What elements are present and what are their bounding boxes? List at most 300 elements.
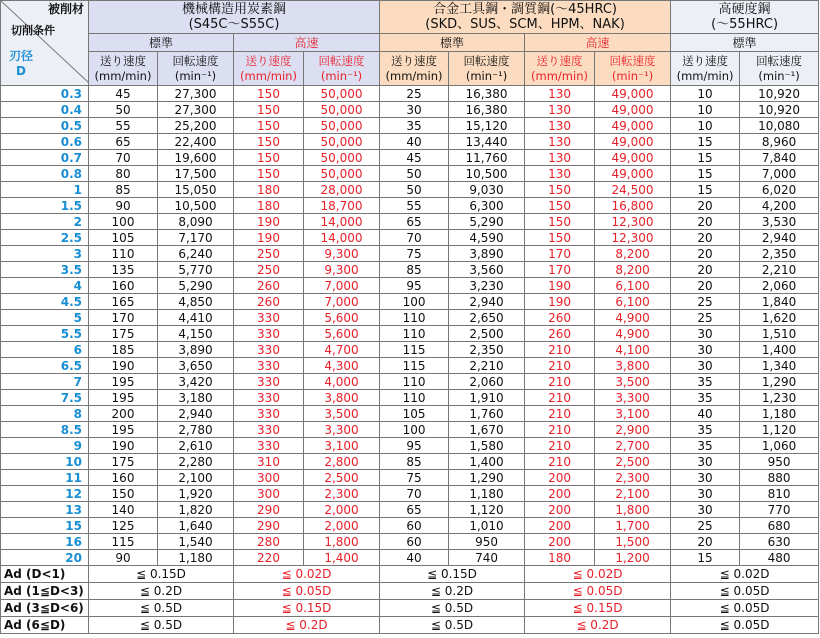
diameter-cell: 10 xyxy=(1,454,89,470)
spindle-speed-cell: 10,500 xyxy=(449,166,525,182)
feed-rate-cell: 80 xyxy=(89,166,158,182)
spindle-speed-cell: 2,300 xyxy=(595,470,671,486)
spindle-speed-cell: 2,500 xyxy=(304,470,380,486)
feed-rate-cell: 40 xyxy=(380,550,449,566)
diameter-cell: 7.5 xyxy=(1,390,89,406)
feed-rate-cell: 200 xyxy=(525,486,595,502)
feed-rate-cell: 210 xyxy=(525,374,595,390)
table-row xyxy=(1,438,819,454)
ad-value-cell: ≦ 0.02D xyxy=(671,566,819,583)
spindle-speed-cell: 2,940 xyxy=(740,230,819,246)
ad-value-cell: ≦ 0.5D xyxy=(380,600,525,617)
feed-rate-cell: 20 xyxy=(671,214,740,230)
spindle-speed-cell: 4,300 xyxy=(304,358,380,374)
feed-rate-cell: 130 xyxy=(525,102,595,118)
spindle-speed-cell: 770 xyxy=(740,502,819,518)
feed-rate-cell: 170 xyxy=(89,310,158,326)
feed-rate-cell: 150 xyxy=(234,150,304,166)
feed-rate-cell: 290 xyxy=(234,518,304,534)
feed-rate-cell: 40 xyxy=(671,406,740,422)
feed-rate-cell: 330 xyxy=(234,310,304,326)
feed-rate-cell: 20 xyxy=(671,230,740,246)
spindle-speed-cell: 8,960 xyxy=(740,134,819,150)
spindle-speed-cell: 2,500 xyxy=(449,326,525,342)
spindle-speed-cell: 5,290 xyxy=(158,278,234,294)
subheader-rpm: 回転速度 (min⁻¹) xyxy=(304,52,380,86)
spindle-speed-cell: 4,700 xyxy=(304,342,380,358)
table-row xyxy=(1,230,819,246)
feed-rate-cell: 200 xyxy=(525,518,595,534)
feed-rate-cell: 330 xyxy=(234,422,304,438)
spindle-speed-cell: 1,640 xyxy=(158,518,234,534)
diameter-cell: 3 xyxy=(1,246,89,262)
table-row xyxy=(1,470,819,486)
spindle-speed-cell: 50,000 xyxy=(304,134,380,150)
spindle-speed-cell: 16,380 xyxy=(449,86,525,102)
spindle-speed-cell: 4,410 xyxy=(158,310,234,326)
subheader-feed: 送り速度 (mm/min) xyxy=(380,52,449,86)
feed-rate-cell: 130 xyxy=(525,118,595,134)
diameter-cell: 0.5 xyxy=(1,118,89,134)
feed-rate-cell: 330 xyxy=(234,406,304,422)
spindle-speed-cell: 50,000 xyxy=(304,102,380,118)
feed-rate-cell: 195 xyxy=(89,422,158,438)
feed-rate-cell: 140 xyxy=(89,502,158,518)
table-row xyxy=(1,326,819,342)
subheader-feed: 送り速度 (mm/min) xyxy=(89,52,158,86)
spindle-speed-cell: 1,500 xyxy=(595,534,671,550)
spindle-speed-cell: 3,650 xyxy=(158,358,234,374)
feed-rate-cell: 330 xyxy=(234,342,304,358)
ad-value-cell: ≦ 0.05D xyxy=(671,600,819,617)
subheader-rpm: 回転速度 (min⁻¹) xyxy=(740,52,819,86)
feed-rate-cell: 30 xyxy=(380,102,449,118)
feed-rate-cell: 110 xyxy=(380,390,449,406)
diameter-cell: 20 xyxy=(1,550,89,566)
feed-rate-cell: 175 xyxy=(89,454,158,470)
ad-value-cell: ≦ 0.05D xyxy=(671,617,819,634)
feed-rate-cell: 25 xyxy=(671,294,740,310)
feed-rate-cell: 175 xyxy=(89,326,158,342)
ad-value-cell: ≦ 0.5D xyxy=(89,617,234,634)
feed-rate-cell: 95 xyxy=(380,438,449,454)
feed-rate-cell: 190 xyxy=(234,230,304,246)
spindle-speed-cell: 2,210 xyxy=(449,358,525,374)
spindle-speed-cell: 3,530 xyxy=(740,214,819,230)
feed-rate-cell: 65 xyxy=(380,214,449,230)
feed-rate-cell: 25 xyxy=(380,86,449,102)
subheader-feed: 送り速度 (mm/min) xyxy=(525,52,595,86)
spindle-speed-cell: 2,000 xyxy=(304,502,380,518)
diameter-cell: 0.8 xyxy=(1,166,89,182)
spindle-speed-cell: 24,500 xyxy=(595,182,671,198)
feed-rate-cell: 20 xyxy=(671,246,740,262)
spindle-speed-cell: 2,280 xyxy=(158,454,234,470)
spindle-speed-cell: 1,910 xyxy=(449,390,525,406)
feed-rate-cell: 210 xyxy=(525,342,595,358)
feed-rate-cell: 10 xyxy=(671,118,740,134)
table-row xyxy=(1,246,819,262)
spindle-speed-cell: 1,820 xyxy=(158,502,234,518)
subheader-rpm: 回転速度 (min⁻¹) xyxy=(158,52,234,86)
spindle-speed-cell: 16,800 xyxy=(595,198,671,214)
feed-rate-cell: 150 xyxy=(525,182,595,198)
diameter-cell: 16 xyxy=(1,534,89,550)
table-row xyxy=(1,390,819,406)
table-row xyxy=(1,550,819,566)
spindle-speed-cell: 1,700 xyxy=(595,518,671,534)
feed-rate-cell: 260 xyxy=(525,326,595,342)
spindle-speed-cell: 10,920 xyxy=(740,102,819,118)
spindle-speed-cell: 7,000 xyxy=(740,166,819,182)
feed-rate-cell: 50 xyxy=(380,166,449,182)
corner-diameter-label: 刃径 D xyxy=(9,49,34,78)
feed-rate-cell: 15 xyxy=(671,182,740,198)
feed-rate-cell: 85 xyxy=(380,454,449,470)
spindle-speed-cell: 1,670 xyxy=(449,422,525,438)
feed-rate-cell: 15 xyxy=(671,150,740,166)
feed-rate-cell: 150 xyxy=(525,214,595,230)
feed-rate-cell: 200 xyxy=(525,502,595,518)
spindle-speed-cell: 1,760 xyxy=(449,406,525,422)
spindle-speed-cell: 49,000 xyxy=(595,166,671,182)
spindle-speed-cell: 4,900 xyxy=(595,310,671,326)
mode-standard-hardened: 標準 xyxy=(671,34,819,52)
feed-rate-cell: 300 xyxy=(234,486,304,502)
feed-rate-cell: 60 xyxy=(380,534,449,550)
diameter-cell: 13 xyxy=(1,502,89,518)
feed-rate-cell: 310 xyxy=(234,454,304,470)
feed-rate-cell: 15 xyxy=(671,134,740,150)
feed-rate-cell: 25 xyxy=(671,310,740,326)
feed-rate-cell: 290 xyxy=(234,502,304,518)
spindle-speed-cell: 6,100 xyxy=(595,278,671,294)
table-row xyxy=(1,406,819,422)
feed-rate-cell: 50 xyxy=(89,102,158,118)
spindle-speed-cell: 10,920 xyxy=(740,86,819,102)
spindle-speed-cell: 15,050 xyxy=(158,182,234,198)
feed-rate-cell: 15 xyxy=(671,166,740,182)
feed-rate-cell: 330 xyxy=(234,358,304,374)
diameter-cell: 7 xyxy=(1,374,89,390)
spindle-speed-cell: 2,780 xyxy=(158,422,234,438)
feed-rate-cell: 85 xyxy=(380,262,449,278)
feed-rate-cell: 105 xyxy=(89,230,158,246)
table-row xyxy=(1,262,819,278)
feed-rate-cell: 105 xyxy=(380,406,449,422)
spindle-speed-cell: 7,840 xyxy=(740,150,819,166)
material-header-hardened-steel: 高硬度鋼 (〜55HRC) xyxy=(671,1,819,34)
table-row xyxy=(1,342,819,358)
ad-value-cell: ≦ 0.2D xyxy=(89,583,234,600)
spindle-speed-cell: 50,000 xyxy=(304,118,380,134)
spindle-speed-cell: 1,540 xyxy=(158,534,234,550)
spindle-speed-cell: 15,120 xyxy=(449,118,525,134)
spindle-speed-cell: 8,200 xyxy=(595,262,671,278)
feed-rate-cell: 210 xyxy=(525,422,595,438)
spindle-speed-cell: 1,920 xyxy=(158,486,234,502)
spindle-speed-cell: 17,500 xyxy=(158,166,234,182)
feed-rate-cell: 30 xyxy=(671,486,740,502)
feed-rate-cell: 30 xyxy=(671,454,740,470)
diameter-cell: 12 xyxy=(1,486,89,502)
diameter-cell: 11 xyxy=(1,470,89,486)
spindle-speed-cell: 1,840 xyxy=(740,294,819,310)
feed-rate-cell: 20 xyxy=(671,278,740,294)
spindle-speed-cell: 1,510 xyxy=(740,326,819,342)
feed-rate-cell: 210 xyxy=(525,390,595,406)
ad-value-cell: ≦ 0.5D xyxy=(89,600,234,617)
ad-value-cell: ≦ 0.02D xyxy=(525,566,671,583)
ad-row xyxy=(1,566,819,583)
ad-value-cell: ≦ 0.15D xyxy=(89,566,234,583)
feed-rate-cell: 35 xyxy=(671,374,740,390)
feed-rate-cell: 135 xyxy=(89,262,158,278)
spindle-speed-cell: 27,300 xyxy=(158,102,234,118)
ad-value-cell: ≦ 0.2D xyxy=(380,583,525,600)
feed-rate-cell: 30 xyxy=(671,358,740,374)
feed-rate-cell: 35 xyxy=(671,390,740,406)
spindle-speed-cell: 9,030 xyxy=(449,182,525,198)
spindle-speed-cell: 9,300 xyxy=(304,262,380,278)
spindle-speed-cell: 2,100 xyxy=(158,470,234,486)
diameter-cell: 2 xyxy=(1,214,89,230)
feed-rate-cell: 190 xyxy=(89,438,158,454)
diameter-cell: 5 xyxy=(1,310,89,326)
feed-rate-cell: 110 xyxy=(380,310,449,326)
spindle-speed-cell: 2,060 xyxy=(449,374,525,390)
feed-rate-cell: 55 xyxy=(380,198,449,214)
feed-rate-cell: 170 xyxy=(525,246,595,262)
spindle-speed-cell: 16,380 xyxy=(449,102,525,118)
spindle-speed-cell: 630 xyxy=(740,534,819,550)
spindle-speed-cell: 49,000 xyxy=(595,102,671,118)
ad-value-cell: ≦ 0.15D xyxy=(380,566,525,583)
feed-rate-cell: 110 xyxy=(380,374,449,390)
table-row xyxy=(1,214,819,230)
feed-rate-cell: 170 xyxy=(525,262,595,278)
feed-rate-cell: 30 xyxy=(671,502,740,518)
spindle-speed-cell: 3,300 xyxy=(595,390,671,406)
spindle-speed-cell: 4,590 xyxy=(449,230,525,246)
feed-rate-cell: 130 xyxy=(525,86,595,102)
ad-label-cell: Ad (D<1) xyxy=(1,566,89,583)
spindle-speed-cell: 6,240 xyxy=(158,246,234,262)
feed-rate-cell: 35 xyxy=(671,422,740,438)
feed-rate-cell: 180 xyxy=(234,198,304,214)
spindle-speed-cell: 1,800 xyxy=(304,534,380,550)
spindle-speed-cell: 880 xyxy=(740,470,819,486)
corner-material-label: 被削材 xyxy=(47,2,84,16)
diameter-cell: 1.5 xyxy=(1,198,89,214)
diameter-cell: 8.5 xyxy=(1,422,89,438)
mode-high-carbon: 高速 xyxy=(234,34,380,52)
table-row xyxy=(1,502,819,518)
ad-value-cell: ≦ 0.5D xyxy=(380,617,525,634)
feed-rate-cell: 160 xyxy=(89,470,158,486)
spindle-speed-cell: 49,000 xyxy=(595,134,671,150)
spindle-speed-cell: 14,000 xyxy=(304,230,380,246)
feed-rate-cell: 30 xyxy=(671,326,740,342)
spindle-speed-cell: 2,700 xyxy=(595,438,671,454)
spindle-speed-cell: 3,800 xyxy=(595,358,671,374)
table-row xyxy=(1,310,819,326)
diameter-cell: 0.6 xyxy=(1,134,89,150)
ad-value-cell: ≦ 0.05D xyxy=(234,583,380,600)
feed-rate-cell: 210 xyxy=(525,406,595,422)
spindle-speed-cell: 2,940 xyxy=(158,406,234,422)
spindle-speed-cell: 1,060 xyxy=(740,438,819,454)
feed-rate-cell: 125 xyxy=(89,518,158,534)
spindle-speed-cell: 49,000 xyxy=(595,118,671,134)
spindle-speed-cell: 2,350 xyxy=(449,342,525,358)
diameter-cell: 4.5 xyxy=(1,294,89,310)
ad-value-cell: ≦ 0.15D xyxy=(525,600,671,617)
ad-row xyxy=(1,583,819,600)
diameter-cell: 0.4 xyxy=(1,102,89,118)
feed-rate-cell: 60 xyxy=(380,518,449,534)
feed-rate-cell: 130 xyxy=(525,150,595,166)
spindle-speed-cell: 3,230 xyxy=(449,278,525,294)
spindle-speed-cell: 10,080 xyxy=(740,118,819,134)
feed-rate-cell: 210 xyxy=(525,438,595,454)
ad-row xyxy=(1,617,819,634)
feed-rate-cell: 20 xyxy=(671,198,740,214)
feed-rate-cell: 65 xyxy=(89,134,158,150)
spindle-speed-cell: 4,150 xyxy=(158,326,234,342)
feed-rate-cell: 200 xyxy=(525,534,595,550)
spindle-speed-cell: 2,060 xyxy=(740,278,819,294)
spindle-speed-cell: 22,400 xyxy=(158,134,234,150)
feed-rate-cell: 65 xyxy=(380,502,449,518)
feed-rate-cell: 190 xyxy=(525,294,595,310)
diameter-cell: 3.5 xyxy=(1,262,89,278)
spindle-speed-cell: 2,800 xyxy=(304,454,380,470)
spindle-speed-cell: 5,770 xyxy=(158,262,234,278)
spindle-speed-cell: 28,000 xyxy=(304,182,380,198)
spindle-speed-cell: 6,100 xyxy=(595,294,671,310)
ad-label-cell: Ad (6≦D) xyxy=(1,617,89,634)
spindle-speed-cell: 7,000 xyxy=(304,294,380,310)
feed-rate-cell: 330 xyxy=(234,374,304,390)
ad-label-cell: Ad (1≦D<3) xyxy=(1,583,89,600)
table-row xyxy=(1,198,819,214)
feed-rate-cell: 190 xyxy=(234,214,304,230)
spindle-speed-cell: 1,290 xyxy=(740,374,819,390)
subheader-feed: 送り速度 (mm/min) xyxy=(671,52,740,86)
feed-rate-cell: 260 xyxy=(525,310,595,326)
diameter-cell: 4 xyxy=(1,278,89,294)
spindle-speed-cell: 10,500 xyxy=(158,198,234,214)
feed-rate-cell: 115 xyxy=(380,342,449,358)
spindle-speed-cell: 1,180 xyxy=(740,406,819,422)
spindle-speed-cell: 2,350 xyxy=(740,246,819,262)
spindle-speed-cell: 2,000 xyxy=(304,518,380,534)
table-row xyxy=(1,150,819,166)
ad-value-cell: ≦ 0.15D xyxy=(234,600,380,617)
spindle-speed-cell: 50,000 xyxy=(304,166,380,182)
feed-rate-cell: 300 xyxy=(234,470,304,486)
feed-rate-cell: 250 xyxy=(234,262,304,278)
spindle-speed-cell: 49,000 xyxy=(595,86,671,102)
feed-rate-cell: 75 xyxy=(380,470,449,486)
feed-rate-cell: 115 xyxy=(380,358,449,374)
spindle-speed-cell: 8,200 xyxy=(595,246,671,262)
feed-rate-cell: 180 xyxy=(525,550,595,566)
spindle-speed-cell: 2,610 xyxy=(158,438,234,454)
material-header-carbon-steel: 機械構造用炭素鋼 (S45C〜S55C) xyxy=(89,1,380,34)
spindle-speed-cell: 3,800 xyxy=(304,390,380,406)
spindle-speed-cell: 12,300 xyxy=(595,214,671,230)
spindle-speed-cell: 50,000 xyxy=(304,150,380,166)
feed-rate-cell: 150 xyxy=(234,118,304,134)
feed-rate-cell: 115 xyxy=(89,534,158,550)
table-row xyxy=(1,422,819,438)
spindle-speed-cell: 4,000 xyxy=(304,374,380,390)
spindle-speed-cell: 3,420 xyxy=(158,374,234,390)
spindle-speed-cell: 3,890 xyxy=(449,246,525,262)
feed-rate-cell: 100 xyxy=(380,294,449,310)
spindle-speed-cell: 3,100 xyxy=(304,438,380,454)
table-row xyxy=(1,294,819,310)
subheader-rpm: 回転速度 (min⁻¹) xyxy=(595,52,671,86)
spindle-speed-cell: 4,100 xyxy=(595,342,671,358)
spindle-speed-cell: 3,500 xyxy=(304,406,380,422)
feed-rate-cell: 150 xyxy=(234,166,304,182)
diameter-cell: 8 xyxy=(1,406,89,422)
feed-rate-cell: 165 xyxy=(89,294,158,310)
spindle-speed-cell: 1,340 xyxy=(740,358,819,374)
spindle-speed-cell: 6,020 xyxy=(740,182,819,198)
spindle-speed-cell: 50,000 xyxy=(304,86,380,102)
spindle-speed-cell: 1,400 xyxy=(304,550,380,566)
feed-rate-cell: 95 xyxy=(380,278,449,294)
spindle-speed-cell: 1,230 xyxy=(740,390,819,406)
spindle-speed-cell: 7,000 xyxy=(304,278,380,294)
ad-value-cell: ≦ 0.2D xyxy=(234,617,380,634)
table-row xyxy=(1,166,819,182)
diameter-cell: 1 xyxy=(1,182,89,198)
feed-rate-cell: 185 xyxy=(89,342,158,358)
feed-rate-cell: 150 xyxy=(234,134,304,150)
spindle-speed-cell: 740 xyxy=(449,550,525,566)
feed-rate-cell: 45 xyxy=(380,150,449,166)
spindle-speed-cell: 3,180 xyxy=(158,390,234,406)
feed-rate-cell: 260 xyxy=(234,278,304,294)
spindle-speed-cell: 25,200 xyxy=(158,118,234,134)
spindle-speed-cell: 1,120 xyxy=(740,422,819,438)
diameter-cell: 9 xyxy=(1,438,89,454)
feed-rate-cell: 110 xyxy=(89,246,158,262)
feed-rate-cell: 190 xyxy=(525,278,595,294)
spindle-speed-cell: 3,100 xyxy=(595,406,671,422)
spindle-speed-cell: 27,300 xyxy=(158,86,234,102)
mode-standard-carbon: 標準 xyxy=(89,34,234,52)
table-row xyxy=(1,454,819,470)
ad-value-cell: ≦ 0.02D xyxy=(234,566,380,583)
feed-rate-cell: 160 xyxy=(89,278,158,294)
feed-rate-cell: 330 xyxy=(234,390,304,406)
feed-rate-cell: 150 xyxy=(234,102,304,118)
spindle-speed-cell: 13,440 xyxy=(449,134,525,150)
spindle-speed-cell: 2,900 xyxy=(595,422,671,438)
table-row xyxy=(1,118,819,134)
ad-row xyxy=(1,600,819,617)
spindle-speed-cell: 1,010 xyxy=(449,518,525,534)
feed-rate-cell: 75 xyxy=(380,246,449,262)
feed-rate-cell: 100 xyxy=(89,214,158,230)
spindle-speed-cell: 3,500 xyxy=(595,374,671,390)
